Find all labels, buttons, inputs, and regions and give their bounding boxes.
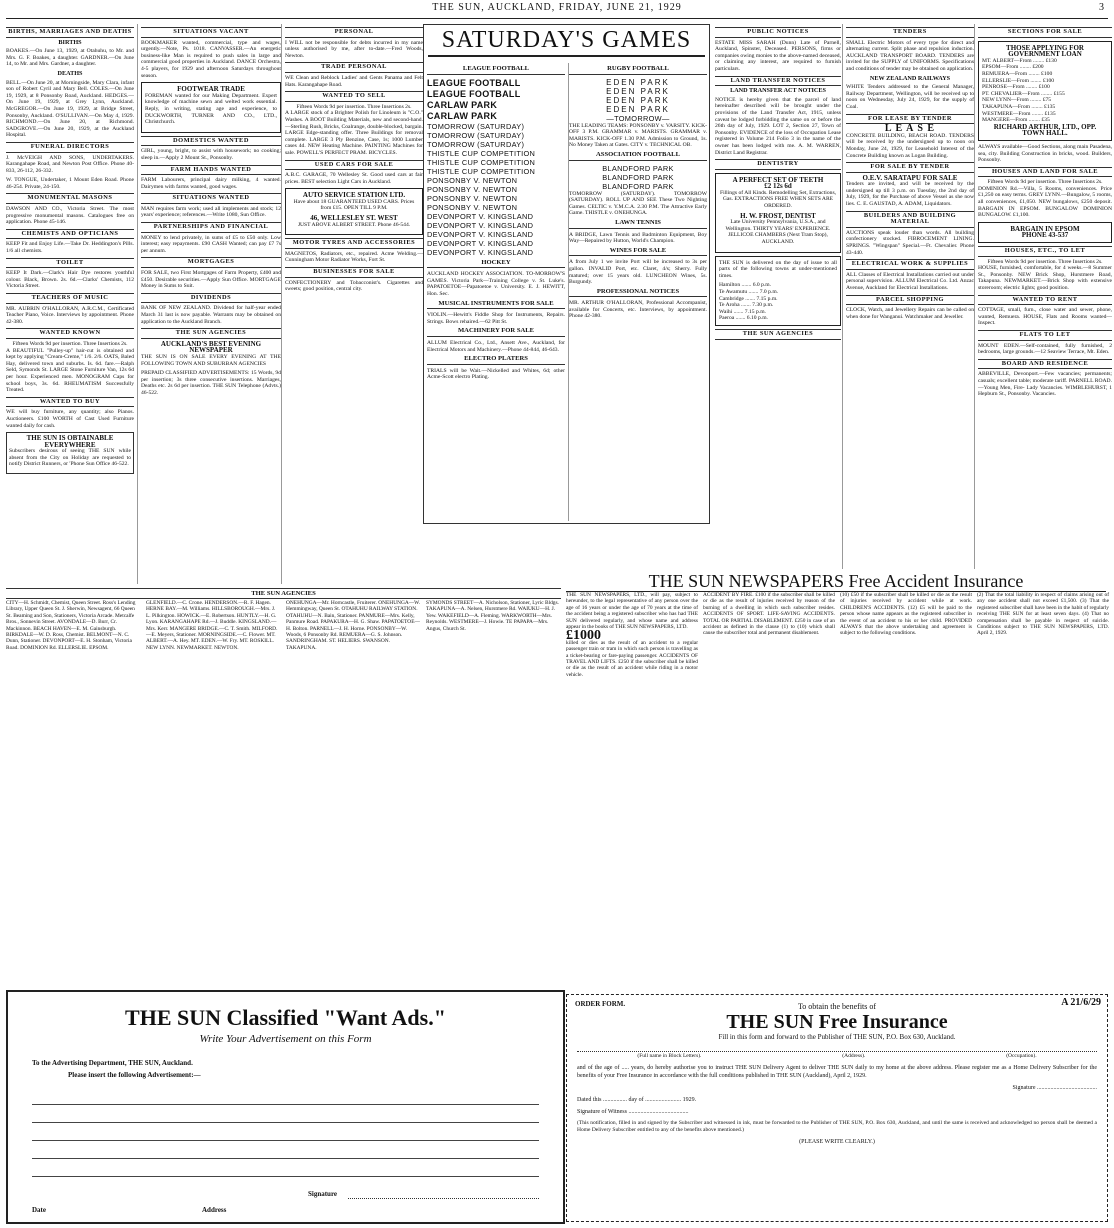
order-name-line[interactable] — [577, 1041, 1097, 1052]
deaths-subheading: DEATHS — [57, 69, 83, 77]
town-time: Te Aroha ....... 7.30 p.m. — [719, 302, 774, 309]
section-price: ELLERSLIE—From ........ £100 — [982, 77, 1055, 84]
ad-line[interactable] — [32, 1122, 539, 1123]
fixture-ponsonby: PONSONBY V. NEWTON — [427, 184, 518, 194]
nz-railways-text: WHITE Tenders addressed to the General Manager, Railway Department, Wellington, will be received up to noon on Wednesday, July 24, 1929, for the supply of Coal. — [846, 84, 974, 110]
want-ads-please: Please insert the following Advertisement:— — [68, 1071, 201, 1079]
builders-heading: BUILDERS AND BUILDING MATERIAL — [846, 211, 974, 228]
lease-title: L E A S E — [884, 123, 936, 135]
situations-wanted-heading: SITUATIONS WANTED — [141, 193, 281, 204]
ad-line[interactable] — [32, 1158, 539, 1159]
want-ads-form[interactable] — [6, 990, 565, 1224]
order-note: (This notification, filled in and signed by the Subscriber and witnessed in ink, must be forwarded to the Publisher of THE SUN, P.O. Box 630, Auckland, and until the same is received and acknowledged no person shall be deemed a Home Delivery Subscriber entitled to any of the benefits above mentioned.) — [577, 1120, 1097, 1133]
houses-land-text: DOMINION Rd.—Villa, 5 Rooms, conveniences. Price £1,250 on easy terms. GREY LYNN.—Bungalow, 5 rooms, all conveniences, £1,050. NEW bungalows, £250 deposit. BARGAIN IN EPSOM. BUNGALOW DOMINION BUNGALOW. £1,100. — [978, 185, 1112, 219]
toilet-text: KEEP It Dark.—Clark's Hair Dye restores youthful colour. Black, Brown. 2s. 6d.—Clarks' Chemists, 112 Victoria Street. — [6, 270, 134, 290]
land-transfer-subheading: LAND TRANSFER ACT NOTICES — [730, 87, 826, 95]
order-form-ref: A 21/6/29 — [1061, 997, 1101, 1008]
land-transfer-heading: LAND TRANSFER NOTICES — [715, 76, 841, 87]
board-heading: BOARD AND RESIDENCE — [978, 359, 1112, 370]
bargain-phone: PHONE 43-537 — [1021, 231, 1069, 240]
fixture-tomorrow: TOMORROW (SATURDAY) — [427, 130, 525, 140]
wanted-sell-heading: WANTED TO SELL — [285, 91, 423, 102]
order-occupation-label: (Occupation). — [1006, 1053, 1037, 1059]
deaths-text: BELL.—On June 20, at Morningside, Mary Clara, infant son of Robert Cyril and Mary Bell. COLES.—On June 19, 1929, at 8 Ponsonby Road, Auckland. HEDGES.—On June 19, 1929, at Grey Lynn, Auckland. McGREGOR.—On June 19, 1929, at Bridge Street, Ponsonby, Auckland. O'SULLIVAN.—On May 4, 1929. RICHMOND.—On June 20, at Richmond. SADGROVE.—On June 20, 1929, at the Auckland Hospital. — [6, 79, 134, 139]
funeral-text-2: W. TONGUE, Undertaker, 1 Mount Eden Road. Phone 46-254. Private, 24-150. — [6, 177, 134, 190]
order-field-labels — [567, 1052, 1107, 1060]
frost-name: H. W. FROST, DENTIST — [740, 211, 816, 220]
dividends-heading: DIVIDENDS — [141, 293, 281, 304]
land-transfer-text: NOTICE is hereby given that the parcel of land hereinafter described will be brought under the provisions of the Land Transfer Act, 1915, unless caveat be lodged forbidding the same on or before the 26th day of July, 1929. LOT 2, Section 27, Town of Ponsonby. EVIDENCE of the loss of Occupation Lease registered in Volume 214 Folio 3 in the name of the owner has been lodged with me. A. M. WARREN, District Land Registrar. — [715, 96, 841, 156]
tenders-text: SMALL Electric Motors of every type for direct and alternating current. Split phase and repulsion induction. AUCKLAND TRANSPORT BOARD. TENDERS are invited for the SUPPLY of UNIFORMS. Specifications and conditions of tender may be obtained on application. — [846, 39, 974, 72]
farm-heading: FARM HANDS WANTED — [141, 165, 281, 176]
situations-vacant-text: BOOKMAKER wanted, commercial, type and wages, urgently.—Note, Ps. 1018. CANVASSER.—An energetic business-like Man is required to push sales in large and commercial good properties in Auckland. DANCE Orchestra, 4-5 players, for 1929 and afternoon Saturdays throughout season. — [141, 39, 281, 79]
births-heading: BIRTHS, MARRIAGES AND DEATHS — [6, 27, 134, 38]
wanted-sell-rates: Fifteen Words 9d per insertion. Three Insertions 2s. — [296, 103, 412, 110]
wanted-rent-text: COTTAGE, small, furn., close water and sewer, phone, wanted, Remuera. HOUSE, Flats and Rooms wanted—Inspect. — [978, 307, 1112, 327]
sections-ad — [978, 41, 1112, 141]
league-line: LEAGUE FOOTBALL — [427, 77, 521, 88]
sun-agencies-section — [6, 588, 561, 986]
parcel-text: CLOCK, Watch, and Jewellery Repairs can be called on when done for Wanganui. Watchmaker and Jeweller. — [846, 307, 974, 320]
eden-park: EDEN PARK — [606, 104, 670, 114]
insurance-column-4: (2) That the total liability in respect of claims arising out of any one accident shall not exceed £1,500. (3) That the registered subscriber shall have been in the habit of regularly receiving THE SUN for at least seven days. (4) That no compensation shall be payable in respect of suicide. Conditions subject to THE SUN NEWSPAPERS, LTD. April 2, 1929. — [977, 592, 1109, 637]
dentistry-heading: DENTISTRY — [715, 159, 841, 170]
want-address-label: Address — [202, 1206, 227, 1214]
fixture-ponsonby: PONSONBY V. NEWTON — [427, 175, 518, 185]
agencies-column: ONEHUNGA—Mr. Horncastle, Fruiterer. ONEHUNGA—W. Hemmingway, Queen St. OTAHUHU RAILWAY STATION. OTAHUHU—N. Bain, Stationer. PANMURE—Mrs. Kelly, Panmure Road. PAPAKURA—H. G. Shaw. PAPATOETOE—H. Bolton. PARNELL—J. H. Horne. PONSONBY—W. Woods, 6 Ponsonby Rd. REMUERA—G. S. Johnson. SANDRINGHAM. ST. HELIERS. SWANSON. TAKAPUNA. — [286, 600, 421, 651]
dentistry-ad — [715, 173, 841, 253]
town-time: Paeroa ....... 6.10 p.m. — [719, 315, 768, 322]
electrical-text: ALL Classes of Electrical Installations carried out under personal supervision. ALLUM Electrical Co. Ltd. Anzac Avenue, Auckland for Electrical Installations. — [846, 271, 974, 291]
business-heading: BUSINESSES FOR SALE — [285, 267, 423, 278]
funeral-text: J. McVEIGH AND SONS, UNDERTAKERS. Karangahape Road, and Newton Post Office. Phone 40-833, 26-112, 26-332. — [6, 154, 134, 174]
games-banner: SATURDAY'S GAMES — [428, 25, 705, 57]
partnerships-text: MONEY to lend privately, in sums of £5 to £50 only. Low interest; easy repayments. £90 CASH Wanted; can pay £7 7s per annum. — [141, 234, 281, 254]
fixture-devonport: DEVONPORT V. KINGSLAND — [427, 229, 534, 239]
nz-railways: NEW ZEALAND RAILWAYS — [869, 74, 951, 82]
footwear-title: FOOTWEAR TRADE — [177, 85, 245, 94]
wanted-rent-heading: WANTED TO RENT — [978, 295, 1112, 306]
board-text: ABBEVILLE, Devonport.—Few vacancies; permanents; casuals; excellent table; moderate tariff. PARNELL ROAD.—Young Men, Fire- Lady Vacancies. WIMBLEHURST, 1 Hepburn St., Ponsonby. Vacancies. — [978, 371, 1112, 398]
teachers-text: MR. AUBRIN O'HALLORAN, A.R.C.M., Certificated Teacher Piano, Voice. Interviews by appointment. Phone 42-380. — [6, 305, 134, 325]
flats-heading: FLATS TO LET — [978, 330, 1112, 341]
insurance-title: THE SUN NEWSPAPERS Free Accident Insurance — [566, 571, 1106, 592]
motor-heading: MOTOR TYRES AND ACCESSORIES — [285, 238, 423, 249]
domestics-text: GIRL, young, bright, to assist with housework; no cooking; sleep in.—Apply 2 Mount St., Ponsonby. — [141, 148, 281, 161]
column-births — [6, 24, 134, 584]
order-address-label: (Address). — [842, 1053, 866, 1059]
fixture-devonport: DEVONPORT V. KINGSLAND — [427, 220, 534, 230]
sun-delivery-box — [715, 256, 841, 326]
order-day-of-label: day of — [628, 1097, 644, 1103]
used-cars-text: A.B.C. GARAGE, 70 Wellesley St. Good used cars at fair prices. BEST selection Light Cars in Auckland. — [285, 172, 423, 185]
wanted-known-text: A BEAUTIFUL "Pulley-up" hair-cut is obtained and kept by applying "Cream-Creme," 1/6. 2/6. OATS, Baled Hay, delivered town and suburbs. Is. 6d. fare.—Ralph Seld, Symonds St. LARGE Stone Furniture Van, 12s 6d per hour. Experienced men. MONOGRAM Caps for school boys, 3s. 6d. RHEUMATISM Successfully Treated. — [6, 347, 134, 394]
toilet-heading: TOILET — [6, 258, 134, 269]
hockey-text: AUCKLAND HOCKEY ASSOCIATION. TO-MORROW'S GAMES. Victoria Park—Training College v. St. Luke's. PAPATOETOE—Papatoetoe v. University. E. J. HEWITT, Hon. Sec. — [427, 271, 565, 297]
sun-agencies-heading: THE SUN AGENCIES — [6, 588, 561, 599]
insurance-column-2: ACCIDENT BY FIRE. £100 if the subscriber shall be killed or die as the result of injuries received by reason of the burning of a dwelling in which such subscriber resides. ACCIDENTS OF SPORT. LIFE-SAVING ACCIDENTS. TOTAL OR PARTIAL DISABLEMENT. £250 in case of an accident as defined in the clause (1) to (10) which shall cause the subscriber total and permanent disablement. — [703, 592, 835, 637]
wanted-known-heading: WANTED KNOWN — [6, 328, 134, 339]
section-price: NEW LYNN—From ........ £75 — [982, 97, 1052, 104]
sun-agencies-heading-2: THE SUN AGENCIES — [141, 328, 281, 339]
ad-line[interactable] — [32, 1140, 539, 1141]
mortgages-text: FOR SALE, two First Mortgages of Farm Property, £400 and £450. Desirable securities.—Apply Sun Office. MORTGAGE Money in Sums to Suit. — [141, 270, 281, 290]
carlaw-park: CARLAW PARK — [427, 110, 498, 121]
tenders-heading: TENDERS — [846, 27, 974, 38]
section-price: EPSOM—From ........ £200 — [982, 64, 1044, 71]
wines-text: A from July 1 we invite Port will be increased to 3s per gallon. INVALID Port, etc. Claret, 4/s; Sherry. Fully matured; over 15 years old. LUNCHEON Wines, 5s. Burgundy. — [569, 259, 707, 286]
insurance-column-3: (10) £50 if the subscriber shall be killed or die as the result of injuries received by accident while at work. CHILDREN'S ACCIDENTS. (12) £5 will be paid to the person whose name appears as the registered subscriber in the event of an accident to his or her child. PROVIDED ALWAYS that the above undertaking and agreement is subject to the following conditions. — [840, 592, 972, 637]
teeth-price: £2 12s 6d — [764, 182, 792, 191]
fixture-devonport: DEVONPORT V. KINGSLAND — [427, 238, 534, 248]
hockey-heading: HOCKEY — [427, 260, 565, 269]
section-price: MT. ALBERT—From ........ £130 — [982, 57, 1057, 64]
personal-text: I WILL not be responsible for debts incurred in my name unless authorised by me, after to-date.—Fred Woods, Newton. — [285, 39, 423, 59]
masthead-title: THE SUN, AUCKLAND, FRIDAY, JUNE 21, 1929 — [432, 2, 682, 13]
want-date-label: Date — [32, 1206, 46, 1214]
chemists-text: KEEP Fit and Enjoy Life.—Take Dr. Heddington's Pills. 1/6 all chemists. — [6, 241, 134, 255]
sale-tender-text: Tenders are invited, and will be received by the undersigned up till 3 p.m. on Tuesday, the 2nd day of July, 1929, for the Purchase of above Vessel as she now lies. C. E. GAUSTAD, A. ADAM, Liquidators. — [846, 181, 974, 208]
houses-let-text: HOUSE, furnished, comfortable, for 4 weeks.—8 Summer St., Ponsonby. NEW Brick Shop, Hurstmere Road, Takapuna. NEWMARKET.—Brick Shop with extensive storeroom; electric lights; good position. — [978, 265, 1112, 291]
motor-text: MAGNETOS, Radiators, etc., repaired. Acme Welding.—Cunningham Motor Radiator Works, Fort St. — [285, 250, 423, 264]
teachers-heading: TEACHERS OF MUSIC — [6, 293, 134, 304]
business-text: CONFECTIONERY and Tobacconist's. Cigarettes and sweets; good position, central city. — [285, 279, 423, 293]
want-signature-line[interactable] — [348, 1198, 539, 1199]
fixture-ponsonby: PONSONBY V. NEWTON — [427, 193, 518, 203]
section-price: REMUERA—From ........ £100 — [982, 70, 1053, 77]
wanted-known-rates: Fifteen Words 9d per insertion. Three Insertions 2s. — [12, 340, 128, 347]
eden-park: EDEN PARK — [606, 95, 670, 105]
order-to-obtain: To obtain the benefits of — [797, 1002, 877, 1011]
chemists-heading: CHEMISTS AND OPTICIANS — [6, 229, 134, 240]
insurance-section — [566, 592, 1110, 990]
electrical-heading: ELECTRICAL WORK & SUPPLIES — [846, 259, 974, 270]
blandford-park: BLANDFORD PARK — [602, 163, 674, 173]
trade-personal-text: WE Clean and Reblock Ladies' and Gents Panama and Felt Hats. Karangahape Road. — [285, 74, 423, 88]
blandford-park: BLANDFORD PARK — [602, 181, 674, 191]
classified-rates: PREPAID CLASSIFIED ADVERTISEMENTS: 15 Words, 9d per insertion; 3s three consecutive insertions. Marriages, Deaths etc. 2s 6d per insertion. THE SUN Telephone (Advts.) 46-522. — [141, 370, 281, 396]
games-right-column — [566, 63, 710, 323]
agencies-column: CITY—H. Schmidt, Chemist, Queen Street. Ross's Lending Library, Upper Queen St. J. Sherwin, Newsagent, 66 Queen St. Beaming and Son, Stationers, Victoria Arcade. Metcalfe Bros., Sonnevin Street. AVONDALE—D. Burr, Cr. Mackinnon. BEACH HAVEN—E. M. Gainsburgh. BIRKDALE—W. D. Ross, Chemist. BELMONT—N. C. Dunn, Stationer. DEVONPORT—E. H. Stonham, Victoria Road. DOMINION Rd. ELLERSLIE. EPSOM. — [6, 600, 136, 651]
insurance-travel: killed or dies as the result of an accident to a regular passenger train or tram in which such person is travelling as a ticket-bearing or fare-paying passenger. ACCIDENTS OF TRAVEL AND LIFTS. £250 if the subscriber shall be killed or die as the result of an accident while riding in a motor vehicle. — [566, 639, 698, 678]
electro-heading: ELECTRO PLATERS — [427, 356, 565, 365]
footwear-text: FOREMAN wanted for our Making Department. Expert knowledge of machine sewn and welted work essential. Reply, in writing, stating age and experience, to DUCKWORTH, TURNER AND CO., LTD., Christchurch. — [145, 92, 277, 126]
partnerships-heading: PARTNERSHIPS AND FINANCIAL — [141, 222, 281, 233]
wines-heading: WINES FOR SALE — [569, 248, 707, 257]
blandford-park: BLANDFORD PARK — [602, 172, 674, 182]
situations-vacant-heading: SITUATIONS VACANT — [141, 27, 281, 38]
electro-text: TRIALS will be Wait.—Nickelled and Whites, 6d; other Acme-Scott electro Plating. — [427, 367, 565, 381]
frost-text: Late University Pennsylvania, U.S.A., and Wellington. THIRTY YEARS' EXPERIENCE. JELLICOE CHAMBERS (Next Tram Stop), AUCKLAND. — [725, 219, 831, 246]
footwear-ad — [141, 82, 281, 133]
professional-text: MR. ARTHUR O'HALLORAN, Professional Accompanist, available for Concerts, etc. Interviews, by appointment. Phone 42-380. — [569, 300, 707, 320]
dividends-text: BANK OF NEW ZEALAND. Dividend for half-year ended March 31 last is now payable. Warrants may be obtained on application to the Auckland Branch. — [141, 305, 281, 325]
machinery-heading: MACHINERY FOR SALE — [427, 328, 565, 337]
mortgages-heading: MORTGAGES — [141, 257, 281, 268]
sun-published-text: THE SUN IS ON SALE EVERY EVENING AT THE FOLLOWING TOWN AND SUBURBAN AGENCIES — [141, 353, 281, 367]
section-price: PENROSE—From ........ £100 — [982, 84, 1050, 91]
builders-text: AUCTIONS speak louder than words. All building confectionery stocked. FIBROCEMENT LINING. SPRINGS. "Wingspan" Special.—Ft. Chevalier. Phone 43-440. — [846, 229, 974, 256]
bargain-title: BARGAIN IN EPSOM — [1010, 224, 1080, 233]
rugby-tomorrow: —TOMORROW— — [606, 113, 670, 123]
sun-obtainable-box — [6, 432, 134, 474]
births-text: BOAKES.—On June 13, 1929, at Otahuhu, to Mr. and Mrs. G. F. Boakes, a daughter. GARDNER.—On June 14, to Mr. and Mrs. Gardner, a daughter. — [6, 48, 134, 68]
public-notices-heading: PUBLIC NOTICES — [715, 27, 841, 38]
page-number: 3 — [1099, 2, 1104, 13]
farm-text: FARM Labourers, principal dairy milking, 4 wanted. Dairymen with farms wanted, good wages. — [141, 177, 281, 190]
agencies-column: GLENFIELD.—C. Crone. HENDERSON.—R. F. Hagen. HERNE BAY.—M. Williams. HILLSBOROUGH.—Mrs. J. L. Pilkington. HOWICK.—E. Robertson. HUNTLY.—H. G. Lyon. KARANGAHAPE Rd.—J. Buddle. KINGSLAND.—Mrs. Kerr. MANGERE BRIDGE.—C. T. Smith. MILFORD.—E. Meyers, Stationer. MORNINGSIDE.—C. Flower. MT. ALBERT.—A. Hey. MT. EDEN.—W. Fry. MT. ROSKILL. NEW LYNN. NEWMARKET. NEWTON. — [146, 600, 278, 651]
wellesley-title: 46, WELLESLEY ST. WEST — [310, 214, 398, 223]
masthead — [6, 2, 1108, 19]
always-text: ALWAYS available—Good Sections, along main Pasadena, sea, city. Building Construction in bricks, wood. Builders, Ponsonby. — [978, 143, 1112, 164]
wanted-sell-text: A LARGE stock of a Brighter Polish for Linoleum is "C.O." Washes. A BOOT Building Materials, new and second-hand.—Sterling Rush, Bricks, Coalrange, double-blocked, bargain. LARGE Edge-standing offer. Three Buildings for removal complete. LARGE 3 Ply Benzine, Case, 1s; 1000 Lumber cases 4d. NEW Heating Machine. PAINTING Machines for sale. POWELL'S PERFECT PRAM. BICYCLES. — [285, 110, 423, 156]
order-instructions: Fill in this form and forward to the Publisher of THE SUN, P.O. Box 630, Auckland. — [718, 1033, 956, 1041]
town-time: Hamilton ....... 6.0 p.m. — [719, 282, 772, 289]
sections-heading: SECTIONS FOR SALE — [978, 27, 1112, 38]
column-situations — [137, 24, 281, 584]
ad-line[interactable] — [32, 1176, 539, 1177]
league-heading: LEAGUE FOOTBALL — [427, 66, 565, 75]
govt-loan: THOSE APPLYING FOR GOVERNMENT LOAN — [1006, 43, 1084, 59]
rugby-heading: RUGBY FOOTBALL — [569, 66, 707, 75]
want-signature-label: Signature — [308, 1190, 338, 1198]
rugby-text: THE LEADING TEAMS: PONSONBY v. VARSITY. KICK-OFF 3 P.M. GRAMMAR v. MARISTS. GRAMMAR v. MARISTS. KICK-OFF 1.30 P.M. Admission to Ground, 1s. No Money Taken at Gates. CITY v. TECHNICAL OB. — [569, 122, 707, 149]
auto-service-ad — [285, 188, 423, 235]
fixture-tomorrow: TOMORROW (SATURDAY) — [427, 121, 525, 131]
auto-service-title: AUTO SERVICE STATION LTD. — [302, 191, 406, 200]
section-price: TAKAPUNA—From ........ £135 — [982, 103, 1056, 110]
column-personal — [281, 24, 423, 584]
order-date-row[interactable]: Dated this ................ day of ........................ 1929. — [577, 1097, 697, 1103]
sale-tender-title: O.E.V. SARATAPU FOR SALE — [862, 173, 958, 182]
column-public-notices — [712, 24, 841, 569]
order-title: THE SUN Free Insurance — [726, 1011, 948, 1033]
sun-agencies-heading-3: THE SUN AGENCIES — [715, 329, 841, 340]
want-ads-title: THE SUN Classified "Want Ads." — [125, 1005, 446, 1030]
order-witness-label: Signature of Witness — [577, 1109, 627, 1115]
wanted-buy-heading: WANTED TO BUY — [6, 397, 134, 408]
insurance-order-form[interactable] — [566, 994, 1108, 1222]
ad-line[interactable] — [32, 1104, 539, 1105]
order-dated-label: Dated this — [577, 1097, 602, 1103]
machinery-text: ALLUM Electrical Co., Ltd., Ansett Ave., Auckland, for Electrical Motors and Machinery.—Phone 44-844, 46-643. — [427, 339, 565, 353]
order-body: and of the age of ..... years, do hereby authorise you to instruct THE SUN Delivery Agent to deliver THE SUN daily to my home at the above address. Please register me as a Home Delivery Subscriber for the benefits of your Free Insurance in accordance with the full conditions published in THE SUN (Auckland), April 2, 1929. — [577, 1065, 1097, 1079]
perfect-set: A PERFECT SET OF TEETH — [732, 175, 824, 184]
sun-obtainable: THE SUN IS OBTAINABLE EVERYWHERE — [26, 434, 114, 449]
order-year: 1929. — [682, 1097, 697, 1103]
insurance-column-1 — [566, 592, 698, 681]
insurance-intro: THE SUN NEWSPAPERS, LTD., will pay, subject to hereunder, to the legal representative of any person over the age of 16 years or under the age of 70 years at the time of the accident being a registered subscriber who has had THE SUN delivered regularly, and whose name and address appear in the books of THE SUN NEWSPAPERS, LTD. — [566, 592, 698, 631]
lease-heading: FOR LEASE BY TENDER — [846, 114, 974, 125]
estate-text: ESTATE MISS SARAH (Dunn) Late of Parnell, Auckland, Spinster, Deceased. PERSONS, firms or companies owing monies to the above-named deceased, or claiming any interest, are required to furnish particulars. — [715, 39, 841, 72]
order-witness-row[interactable]: Signature of Witness ........................................ — [577, 1109, 689, 1115]
section-price: MANGERE—From ........ £35 — [982, 117, 1050, 124]
eden-park: EDEN PARK — [606, 77, 670, 87]
order-name-label: (Full name in Block Letters). — [637, 1053, 702, 1059]
section-price: WESTMERE—From ........ £135 — [982, 110, 1056, 117]
houses-land-heading: HOUSES AND LAND FOR SALE — [978, 167, 1112, 178]
personal-heading: PERSONAL — [285, 27, 423, 38]
want-ads-subtitle: Write Your Advertisement on this Form — [199, 1033, 372, 1045]
fixture-devonport: DEVONPORT V. KINGSLAND — [427, 211, 534, 221]
auto-service-text: Have about 18 GUARANTEED USED CARS. Prices from £15. OPEN TILL 9 P.M. — [293, 198, 415, 212]
trade-personal-heading: TRADE PERSONAL — [285, 62, 423, 73]
town-time: Cambridge ....... 7.15 p.m. — [719, 295, 778, 302]
order-signature-label: Signature — [1012, 1085, 1036, 1091]
professional-heading: PROFESSIONAL NOTICES — [569, 289, 707, 298]
agencies-column: SYMONDS STREET—A. Nicholson, Stationer, Lyric Bldgs. TAKAPUNA—A. Nelsen, Hurstmere Rd. WAIUKU—H. J. Yew. WAKEFIELD—A. Fleming. WARKWORTH—Mrs. Reynolds. WESTMERE—J. Howie. TE PAPAPA—Mrs. Angus, Church St. — [426, 600, 559, 632]
wellesley-text: JUST ABOVE ALBERT STREET. Phone 46-544. — [297, 221, 411, 228]
fixture-thistle: THISTLE CUP COMPETITION — [427, 148, 536, 158]
order-signature-row[interactable]: Signature ........................................ — [1012, 1085, 1097, 1091]
auckland-paper: AUCKLAND'S BEST EVENING NEWSPAPER — [160, 339, 262, 355]
column-tenders — [842, 24, 974, 569]
fixture-tomorrow: TOMORROW (SATURDAY) — [427, 139, 525, 149]
column-sections — [974, 24, 1112, 569]
houses-land-rates: Fifteen Words 9d per insertion. Three Insertions 2s. — [987, 179, 1103, 186]
lease-text: CONCRETE BUILDING, BEACH ROAD. TENDERS will be received by the undersigned up to noon on Monday, June 24, 1929, for Leasehold Interest of the Concrete Building known as Logan Building. — [846, 132, 974, 159]
saturdays-games-box — [423, 24, 710, 524]
houses-let-rates: Fifteen Words 9d per insertion. Three Insertions 2s. — [987, 258, 1103, 265]
richard-arthur: RICHARD ARTHUR, LTD., OPP. TOWN HALL. — [993, 122, 1097, 138]
sun-delivered-text: THE SUN is delivered on the day of issue to all parts of the following towns at under-mentioned times. — [719, 259, 837, 279]
town-time: Te Awamutu ....... 7.0 p.m. — [719, 289, 779, 295]
want-ads-to: To the Advertising Department, THE SUN, Auckland. — [32, 1059, 193, 1067]
monumental-heading: MONUMENTAL MASONS — [6, 193, 134, 204]
assoc-heading: ASSOCIATION FOOTBALL — [569, 152, 707, 161]
sale-tender-heading: FOR SALE BY TENDER — [846, 162, 974, 173]
sun-subscribers-text: Subscribers desirous of seeing THE SUN while absent from the City on Holiday are requested to notify District Runners, or 'Phone Sun Office 46-522. — [9, 448, 131, 468]
assoc-text: TOMORROW (SATURDAY). TOMORROW (SATURDAY). ROLL UP AND SEE These Two Nighting Games. CELTIC v. Y.M.C.A. 2.30 P.M. The Attractive Early Game. THISTLE v. ONEHUNGA. — [569, 190, 707, 217]
houses-let-heading: HOUSES, ETC., TO LET — [978, 246, 1112, 257]
league-line: LEAGUE FOOTBALL — [427, 88, 521, 99]
fillings-text: Fillings of All Kinds. Remodelling Set, Extractions, Gas. EXTRACTIONS FREE WHEN SETS ARE ORDERED. — [719, 189, 837, 210]
situations-wanted-text: MAN requires farm work; used all implements and stock; 12 years' experience; references.—Write 1080, Sun Office. — [141, 205, 281, 219]
town-time: Waihi ....... 7.15 p.m. — [719, 308, 766, 315]
monumental-text: DAWSON AND CO., Victoria Street. The most progressive monumental masons. Catalogues free on application. Phone 45-146. — [6, 206, 134, 226]
section-price: PT. CHEVALIER—From ........ £155 — [982, 90, 1065, 97]
fixture-thistle: THISTLE CUP COMPETITION — [427, 166, 536, 176]
insurance-amount: £1000 — [566, 628, 601, 644]
fixture-thistle: THISTLE CUP COMPETITION — [427, 157, 536, 167]
births-subheading: BIRTHS — [58, 38, 82, 46]
order-form-label: ORDER FORM. — [575, 1000, 626, 1008]
flats-text: MOUNT EDEN.—Self-contained, fully furnished, 2 bedrooms, large grounds.—12 Seaview Terrace, Mt. Eden. — [978, 342, 1112, 356]
wanted-buy-text: WE will buy furniture, any quantity; also Pianos. Auctioneers. £100 WORTH of Cast Used Furniture wanted daily for cash. — [6, 409, 134, 429]
fixture-devonport: DEVONPORT V. KINGSLAND — [427, 247, 534, 257]
carlaw-park: CARLAW PARK — [427, 99, 498, 110]
musical-heading: MUSICAL INSTRUMENTS FOR SALE — [427, 301, 565, 310]
domestics-heading: DOMESTICS WANTED — [141, 136, 281, 147]
order-print-clearly: (PLEASE WRITE CLEARLY.) — [799, 1139, 875, 1145]
used-cars-heading: USED CARS FOR SALE — [285, 160, 423, 171]
fixture-ponsonby: PONSONBY V. NEWTON — [427, 202, 518, 212]
bargain-box — [978, 222, 1112, 243]
lawn-heading: LAWN TENNIS — [569, 220, 707, 229]
lawn-text: A BRIDGE, Lawn Tennis and Badminton Equipment, Boy Way—Repaired by Hutton, World's Champion. — [569, 231, 707, 245]
musical-text: VIOLIN.—Hewitt's Fiddle Shop for Instruments, Repairs. Strings. Bows rehaired.—62 Pitt St. — [427, 312, 565, 325]
parcel-heading: PARCEL SHOPPING — [846, 295, 974, 306]
funeral-heading: FUNERAL DIRECTORS — [6, 142, 134, 153]
games-left-column — [424, 63, 569, 521]
eden-park: EDEN PARK — [606, 86, 670, 96]
